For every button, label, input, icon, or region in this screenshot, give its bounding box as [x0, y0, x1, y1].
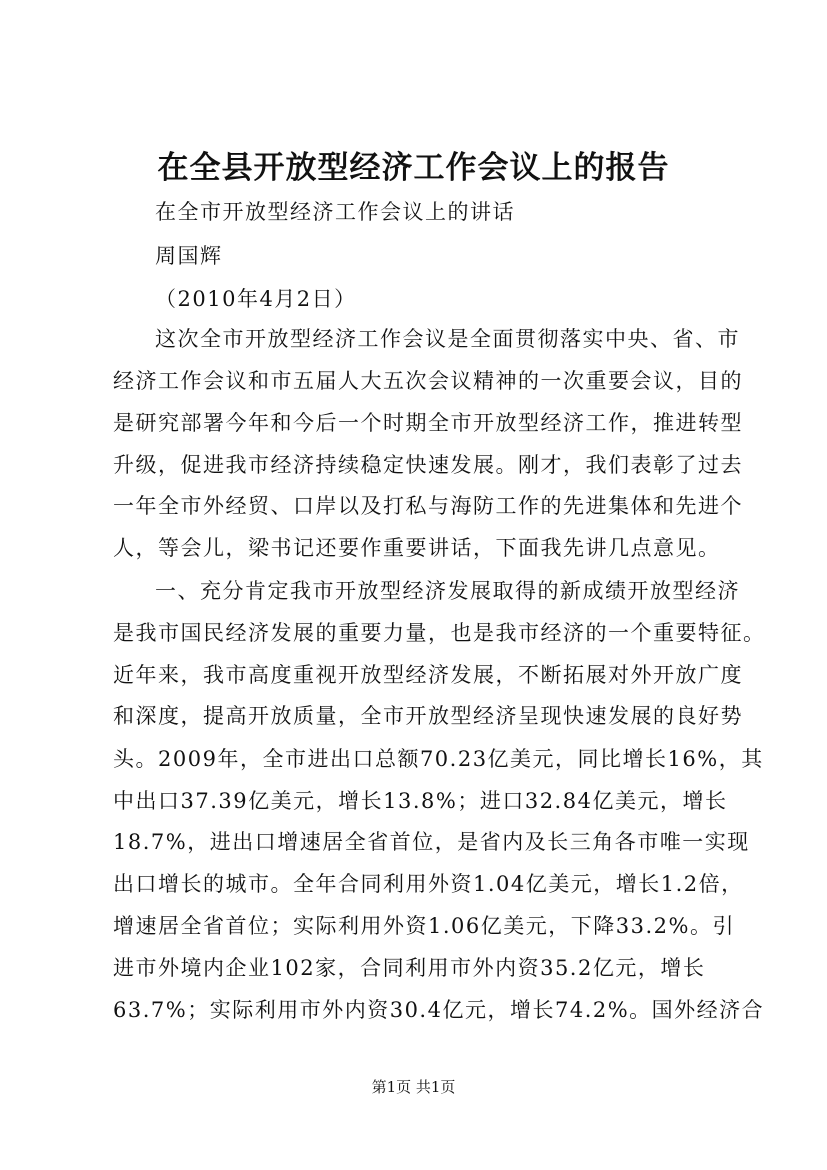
body-line: 和深度，提高开放质量，全市开放型经济呈现快速发展的良好势 [113, 704, 743, 728]
author: 周国辉 [155, 244, 223, 268]
body-line: 一、充分肯定我市开放型经济发展取得的新成绩开放型经济 [155, 579, 740, 603]
body-line: 近年来，我市高度重视开放型经济发展，不断拓展对外开放广度 [113, 663, 743, 687]
body-line: 是我市国民经济发展的重要力量，也是我市经济的一个重要特征。 [113, 621, 766, 645]
body-line: 经济工作会议和市五届人大五次会议精神的一次重要会议，目的 [113, 369, 743, 393]
body-line: 人，等会儿，梁书记还要作重要讲话，下面我先讲几点意见。 [113, 536, 721, 560]
document-title: 在全县开放型经济工作会议上的报告 [157, 150, 670, 186]
subtitle: 在全市开放型经济工作会议上的讲话 [155, 200, 515, 224]
page-number-footer: 第1页 共1页 [371, 1078, 456, 1096]
body-line: 进市外境内企业102家，合同利用市外内资35.2亿元，增长 [113, 956, 706, 980]
body-line: 一年全市外经贸、口岸以及打私与海防工作的先进集体和先进个 [113, 494, 743, 518]
date-line: （2010年4月2日） [155, 287, 357, 311]
body-line: 出口增长的城市。全年合同利用外资1.04亿美元，增长1.2倍， [113, 872, 744, 896]
body-line: 头。2009年，全市进出口总额70.23亿美元，同比增长16%，其 [113, 747, 764, 771]
body-line: 升级，促进我市经济持续稳定快速发展。刚才，我们表彰了过去 [113, 453, 743, 477]
body-line: 63.7%；实际利用市外内资30.4亿元，增长74.2%。国外经济合 [113, 998, 765, 1022]
body-line: 增速居全省首位；实际利用外资1.06亿美元，下降33.2%。引 [113, 914, 735, 938]
body-line: 18.7%，进出口增速居全省首位，是省内及长三角各市唯一实现 [113, 830, 750, 854]
body-line: 是研究部署今年和今后一个时期全市开放型经济工作，推进转型 [113, 411, 743, 435]
body-line: 这次全市开放型经济工作会议是全面贯彻落实中央、省、市 [155, 327, 740, 351]
body-line: 中出口37.39亿美元，增长13.8%；进口32.84亿美元，增长 [113, 789, 728, 813]
